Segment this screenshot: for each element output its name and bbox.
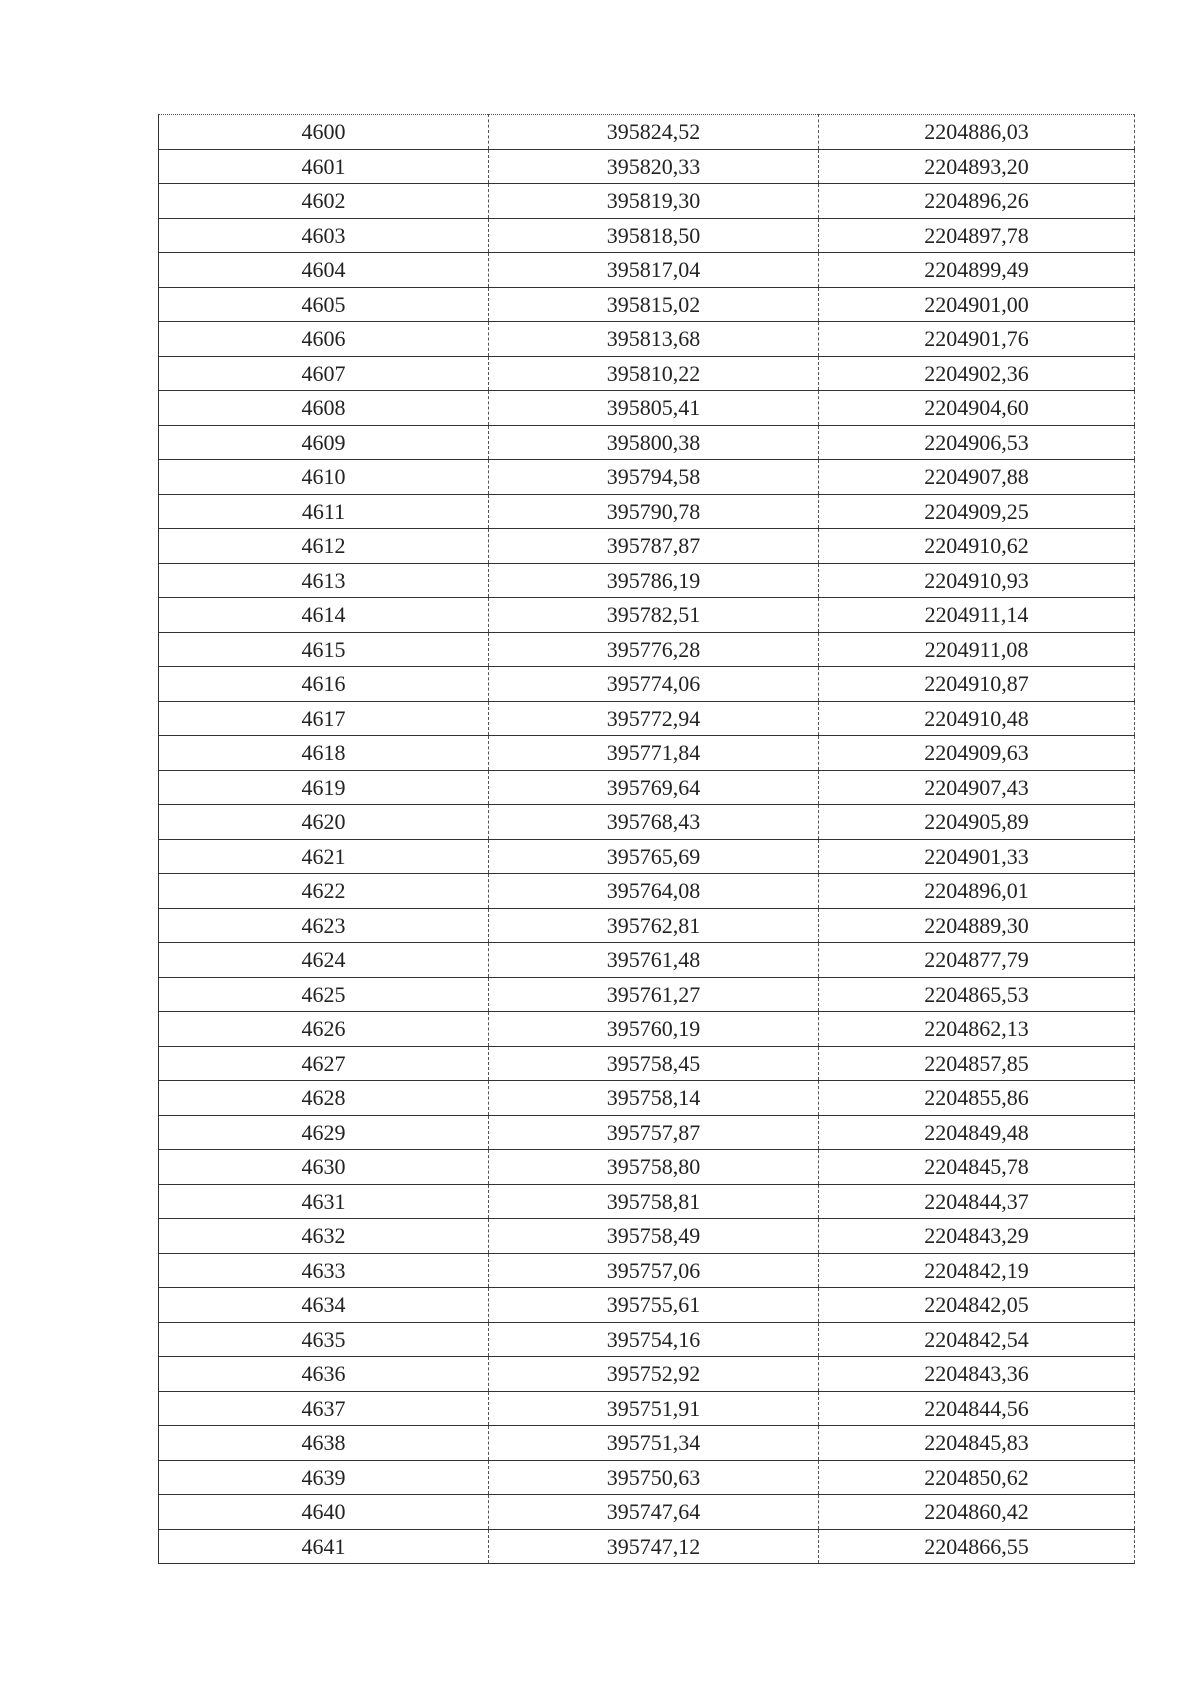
y-coordinate-cell: 2204902,36 bbox=[819, 356, 1135, 391]
table-row bbox=[159, 1219, 1135, 1254]
y-coordinate-cell: 2204842,05 bbox=[819, 1288, 1135, 1323]
point-number-cell: 4613 bbox=[159, 563, 489, 598]
y-coordinate-cell: 2204909,63 bbox=[819, 736, 1135, 771]
coordinates-table-body bbox=[159, 115, 1135, 1564]
y-coordinate-cell: 2204855,86 bbox=[819, 1081, 1135, 1116]
x-coordinate-cell: 395755,61 bbox=[489, 1288, 819, 1323]
x-coordinate-cell: 395782,51 bbox=[489, 598, 819, 633]
table-row bbox=[159, 115, 1135, 150]
x-coordinate-cell: 395751,34 bbox=[489, 1426, 819, 1461]
x-coordinate-cell: 395758,81 bbox=[489, 1184, 819, 1219]
y-coordinate-cell: 2204843,36 bbox=[819, 1357, 1135, 1392]
y-coordinate-cell: 2204844,56 bbox=[819, 1391, 1135, 1426]
table-row bbox=[159, 218, 1135, 253]
point-number-cell: 4621 bbox=[159, 839, 489, 874]
x-coordinate-cell: 395761,48 bbox=[489, 943, 819, 978]
x-coordinate-cell: 395747,64 bbox=[489, 1495, 819, 1530]
point-number-cell: 4620 bbox=[159, 805, 489, 840]
y-coordinate-cell: 2204845,83 bbox=[819, 1426, 1135, 1461]
x-coordinate-cell: 395815,02 bbox=[489, 287, 819, 322]
x-coordinate-cell: 395805,41 bbox=[489, 391, 819, 426]
x-coordinate-cell: 395818,50 bbox=[489, 218, 819, 253]
x-coordinate-cell: 395762,81 bbox=[489, 908, 819, 943]
point-number-cell: 4638 bbox=[159, 1426, 489, 1461]
y-coordinate-cell: 2204889,30 bbox=[819, 908, 1135, 943]
table-row bbox=[159, 1495, 1135, 1530]
point-number-cell: 4619 bbox=[159, 770, 489, 805]
point-number-cell: 4623 bbox=[159, 908, 489, 943]
x-coordinate-cell: 395790,78 bbox=[489, 494, 819, 529]
point-number-cell: 4609 bbox=[159, 425, 489, 460]
point-number-cell: 4622 bbox=[159, 874, 489, 909]
x-coordinate-cell: 395813,68 bbox=[489, 322, 819, 357]
table-row bbox=[159, 460, 1135, 495]
y-coordinate-cell: 2204905,89 bbox=[819, 805, 1135, 840]
table-row bbox=[159, 667, 1135, 702]
x-coordinate-cell: 395752,92 bbox=[489, 1357, 819, 1392]
point-number-cell: 4634 bbox=[159, 1288, 489, 1323]
x-coordinate-cell: 395769,64 bbox=[489, 770, 819, 805]
y-coordinate-cell: 2204899,49 bbox=[819, 253, 1135, 288]
point-number-cell: 4610 bbox=[159, 460, 489, 495]
point-number-cell: 4641 bbox=[159, 1529, 489, 1564]
x-coordinate-cell: 395754,16 bbox=[489, 1322, 819, 1357]
y-coordinate-cell: 2204843,29 bbox=[819, 1219, 1135, 1254]
table-row bbox=[159, 1150, 1135, 1185]
x-coordinate-cell: 395760,19 bbox=[489, 1012, 819, 1047]
x-coordinate-cell: 395758,45 bbox=[489, 1046, 819, 1081]
x-coordinate-cell: 395751,91 bbox=[489, 1391, 819, 1426]
y-coordinate-cell: 2204865,53 bbox=[819, 977, 1135, 1012]
point-number-cell: 4604 bbox=[159, 253, 489, 288]
x-coordinate-cell: 395758,80 bbox=[489, 1150, 819, 1185]
table-row bbox=[159, 1115, 1135, 1150]
x-coordinate-cell: 395758,49 bbox=[489, 1219, 819, 1254]
table-row bbox=[159, 598, 1135, 633]
x-coordinate-cell: 395820,33 bbox=[489, 149, 819, 184]
table-row bbox=[159, 1012, 1135, 1047]
y-coordinate-cell: 2204897,78 bbox=[819, 218, 1135, 253]
y-coordinate-cell: 2204907,88 bbox=[819, 460, 1135, 495]
y-coordinate-cell: 2204860,42 bbox=[819, 1495, 1135, 1530]
y-coordinate-cell: 2204842,54 bbox=[819, 1322, 1135, 1357]
y-coordinate-cell: 2204893,20 bbox=[819, 149, 1135, 184]
y-coordinate-cell: 2204910,62 bbox=[819, 529, 1135, 564]
point-number-cell: 4626 bbox=[159, 1012, 489, 1047]
y-coordinate-cell: 2204910,87 bbox=[819, 667, 1135, 702]
point-number-cell: 4615 bbox=[159, 632, 489, 667]
point-number-cell: 4618 bbox=[159, 736, 489, 771]
point-number-cell: 4612 bbox=[159, 529, 489, 564]
point-number-cell: 4616 bbox=[159, 667, 489, 702]
table-row bbox=[159, 943, 1135, 978]
table-row bbox=[159, 977, 1135, 1012]
point-number-cell: 4607 bbox=[159, 356, 489, 391]
point-number-cell: 4640 bbox=[159, 1495, 489, 1530]
point-number-cell: 4606 bbox=[159, 322, 489, 357]
x-coordinate-cell: 395774,06 bbox=[489, 667, 819, 702]
table-row bbox=[159, 356, 1135, 391]
y-coordinate-cell: 2204896,26 bbox=[819, 184, 1135, 219]
table-row bbox=[159, 253, 1135, 288]
x-coordinate-cell: 395810,22 bbox=[489, 356, 819, 391]
point-number-cell: 4630 bbox=[159, 1150, 489, 1185]
table-row bbox=[159, 1081, 1135, 1116]
table-row bbox=[159, 1288, 1135, 1323]
point-number-cell: 4614 bbox=[159, 598, 489, 633]
point-number-cell: 4625 bbox=[159, 977, 489, 1012]
table-row bbox=[159, 1184, 1135, 1219]
point-number-cell: 4633 bbox=[159, 1253, 489, 1288]
x-coordinate-cell: 395758,14 bbox=[489, 1081, 819, 1116]
x-coordinate-cell: 395824,52 bbox=[489, 115, 819, 150]
y-coordinate-cell: 2204845,78 bbox=[819, 1150, 1135, 1185]
y-coordinate-cell: 2204907,43 bbox=[819, 770, 1135, 805]
point-number-cell: 4632 bbox=[159, 1219, 489, 1254]
x-coordinate-cell: 395765,69 bbox=[489, 839, 819, 874]
table-row bbox=[159, 632, 1135, 667]
y-coordinate-cell: 2204850,62 bbox=[819, 1460, 1135, 1495]
point-number-cell: 4617 bbox=[159, 701, 489, 736]
x-coordinate-cell: 395786,19 bbox=[489, 563, 819, 598]
x-coordinate-cell: 395761,27 bbox=[489, 977, 819, 1012]
point-number-cell: 4629 bbox=[159, 1115, 489, 1150]
x-coordinate-cell: 395764,08 bbox=[489, 874, 819, 909]
y-coordinate-cell: 2204904,60 bbox=[819, 391, 1135, 426]
x-coordinate-cell: 395757,06 bbox=[489, 1253, 819, 1288]
table-row bbox=[159, 736, 1135, 771]
table-row bbox=[159, 322, 1135, 357]
table-row bbox=[159, 529, 1135, 564]
y-coordinate-cell: 2204842,19 bbox=[819, 1253, 1135, 1288]
point-number-cell: 4611 bbox=[159, 494, 489, 529]
table-row bbox=[159, 1391, 1135, 1426]
y-coordinate-cell: 2204877,79 bbox=[819, 943, 1135, 978]
y-coordinate-cell: 2204857,85 bbox=[819, 1046, 1135, 1081]
table-row bbox=[159, 1426, 1135, 1461]
x-coordinate-cell: 395787,87 bbox=[489, 529, 819, 564]
point-number-cell: 4608 bbox=[159, 391, 489, 426]
table-row bbox=[159, 839, 1135, 874]
y-coordinate-cell: 2204866,55 bbox=[819, 1529, 1135, 1564]
y-coordinate-cell: 2204901,76 bbox=[819, 322, 1135, 357]
table-row bbox=[159, 1357, 1135, 1392]
table-row bbox=[159, 1322, 1135, 1357]
table-row bbox=[159, 770, 1135, 805]
x-coordinate-cell: 395794,58 bbox=[489, 460, 819, 495]
table-row bbox=[159, 908, 1135, 943]
point-number-cell: 4624 bbox=[159, 943, 489, 978]
table-row bbox=[159, 1253, 1135, 1288]
y-coordinate-cell: 2204906,53 bbox=[819, 425, 1135, 460]
table-row bbox=[159, 874, 1135, 909]
table-row bbox=[159, 425, 1135, 460]
y-coordinate-cell: 2204896,01 bbox=[819, 874, 1135, 909]
x-coordinate-cell: 395776,28 bbox=[489, 632, 819, 667]
point-number-cell: 4600 bbox=[159, 115, 489, 150]
x-coordinate-cell: 395819,30 bbox=[489, 184, 819, 219]
table-row bbox=[159, 1460, 1135, 1495]
x-coordinate-cell: 395771,84 bbox=[489, 736, 819, 771]
table-row bbox=[159, 805, 1135, 840]
point-number-cell: 4603 bbox=[159, 218, 489, 253]
y-coordinate-cell: 2204911,08 bbox=[819, 632, 1135, 667]
x-coordinate-cell: 395768,43 bbox=[489, 805, 819, 840]
table-row bbox=[159, 287, 1135, 322]
table-row bbox=[159, 701, 1135, 736]
x-coordinate-cell: 395817,04 bbox=[489, 253, 819, 288]
x-coordinate-cell: 395800,38 bbox=[489, 425, 819, 460]
table-row bbox=[159, 184, 1135, 219]
y-coordinate-cell: 2204886,03 bbox=[819, 115, 1135, 150]
point-number-cell: 4627 bbox=[159, 1046, 489, 1081]
point-number-cell: 4628 bbox=[159, 1081, 489, 1116]
point-number-cell: 4635 bbox=[159, 1322, 489, 1357]
table-row bbox=[159, 563, 1135, 598]
point-number-cell: 4636 bbox=[159, 1357, 489, 1392]
y-coordinate-cell: 2204849,48 bbox=[819, 1115, 1135, 1150]
table-row bbox=[159, 391, 1135, 426]
x-coordinate-cell: 395757,87 bbox=[489, 1115, 819, 1150]
y-coordinate-cell: 2204862,13 bbox=[819, 1012, 1135, 1047]
y-coordinate-cell: 2204844,37 bbox=[819, 1184, 1135, 1219]
point-number-cell: 4605 bbox=[159, 287, 489, 322]
x-coordinate-cell: 395750,63 bbox=[489, 1460, 819, 1495]
table-row bbox=[159, 1046, 1135, 1081]
y-coordinate-cell: 2204911,14 bbox=[819, 598, 1135, 633]
point-number-cell: 4631 bbox=[159, 1184, 489, 1219]
x-coordinate-cell: 395747,12 bbox=[489, 1529, 819, 1564]
y-coordinate-cell: 2204901,33 bbox=[819, 839, 1135, 874]
y-coordinate-cell: 2204901,00 bbox=[819, 287, 1135, 322]
y-coordinate-cell: 2204910,93 bbox=[819, 563, 1135, 598]
point-number-cell: 4601 bbox=[159, 149, 489, 184]
y-coordinate-cell: 2204910,48 bbox=[819, 701, 1135, 736]
point-number-cell: 4637 bbox=[159, 1391, 489, 1426]
table-row bbox=[159, 1529, 1135, 1564]
table-row bbox=[159, 494, 1135, 529]
table-row bbox=[159, 149, 1135, 184]
y-coordinate-cell: 2204909,25 bbox=[819, 494, 1135, 529]
coordinates-table bbox=[158, 114, 1135, 1564]
point-number-cell: 4602 bbox=[159, 184, 489, 219]
point-number-cell: 4639 bbox=[159, 1460, 489, 1495]
x-coordinate-cell: 395772,94 bbox=[489, 701, 819, 736]
